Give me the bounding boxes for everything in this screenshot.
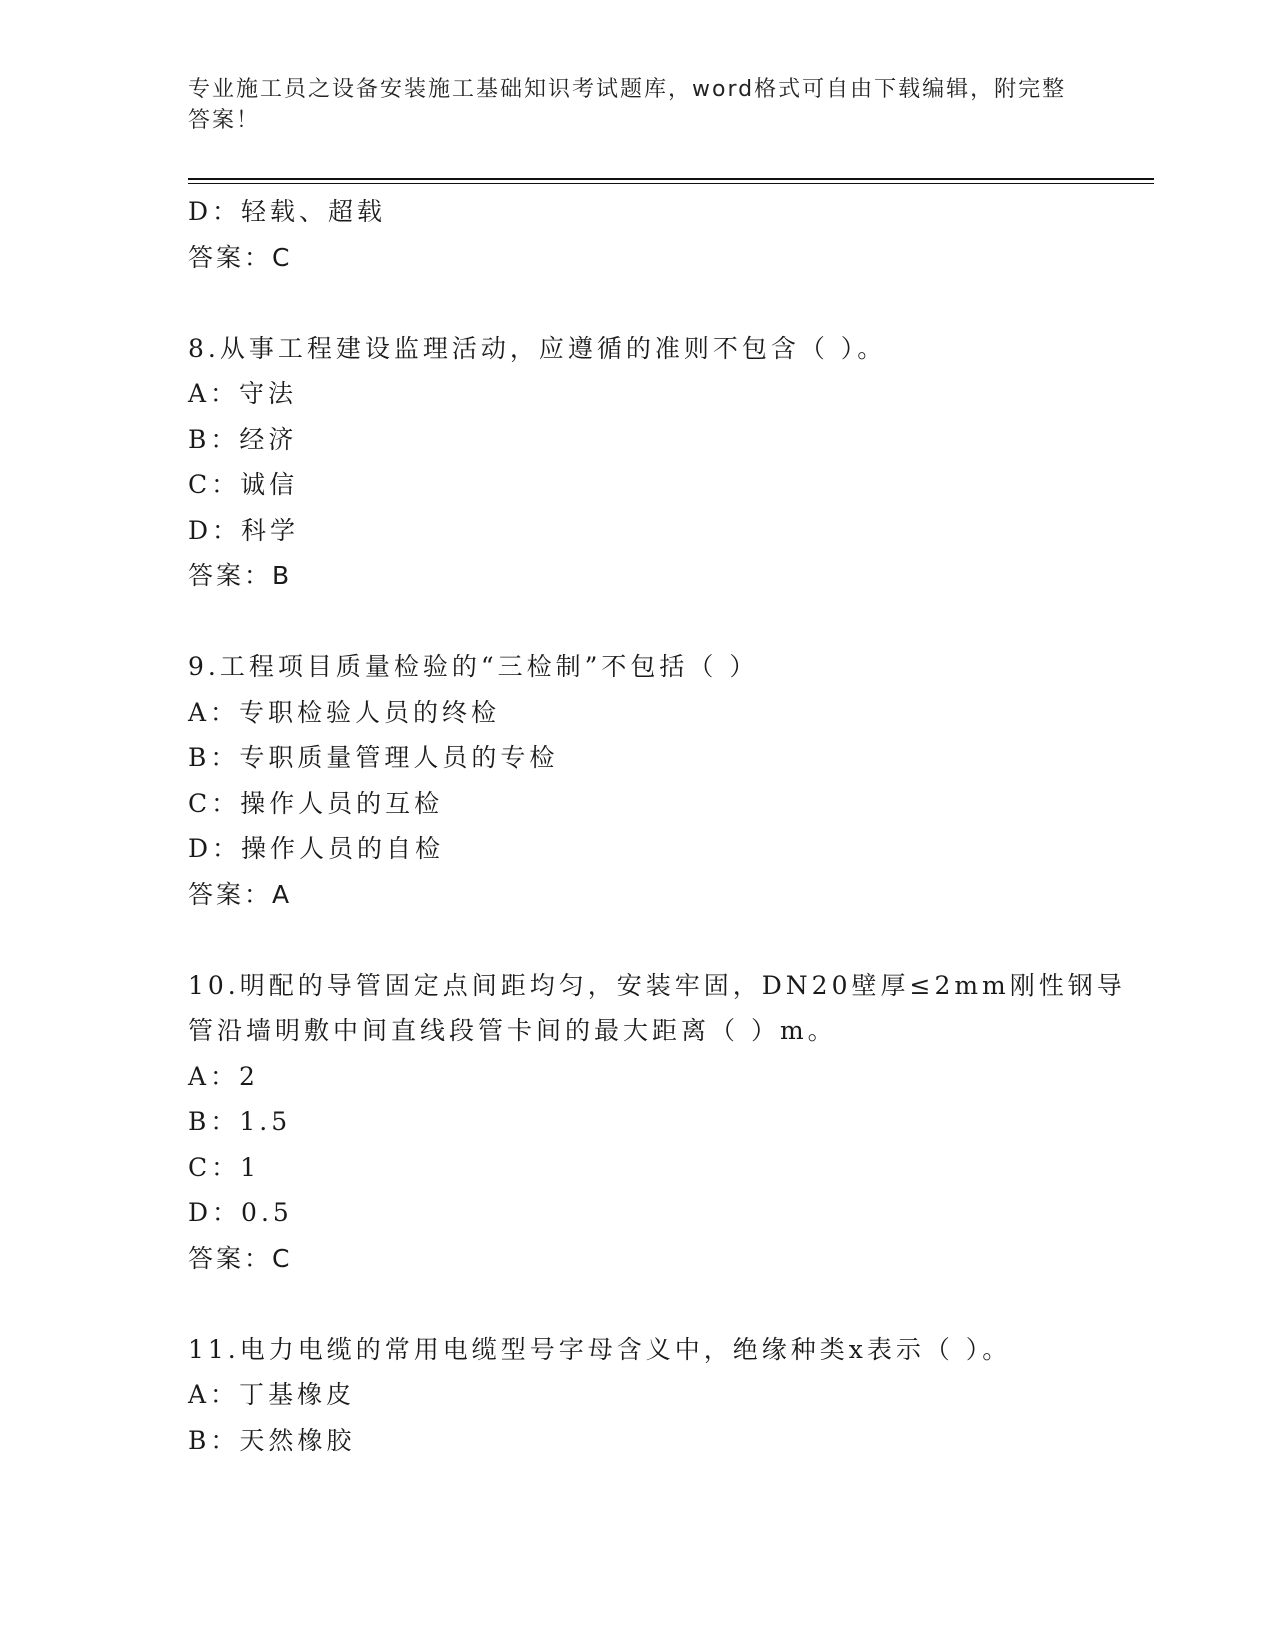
question-stem: 9.工程项目质量检验的“三检制”不包括（ ） (188, 652, 759, 681)
header-rule-thick (188, 178, 1154, 180)
answer-line: 答案：C (188, 242, 293, 272)
option-a: A：专职检验人员的终检 (188, 697, 501, 727)
question-stem-line-2: 管沿墙明敷中间直线段管卡间的最大距离（ ）m。 (188, 1016, 837, 1045)
option-b: B：天然橡胶 (188, 1425, 356, 1455)
option-a: A：2 (188, 1061, 259, 1091)
option-c: C：诚信 (188, 470, 299, 499)
header-rule-thin (188, 183, 1154, 184)
option-a: A：守法 (188, 379, 298, 408)
answer-line: 答案：B (188, 561, 293, 590)
option-d: D：轻载、超载 (188, 197, 387, 226)
spacer (188, 917, 1108, 963)
document-header: 专业施工员之设备安装施工基础知识考试题库，word格式可自由下载编辑，附完整答案！ (188, 77, 1067, 133)
option-b: B：专职质量管理人员的专检 (188, 743, 559, 772)
option-d: D：操作人员的自检 (188, 834, 445, 863)
answer-line: 答案：C (188, 1243, 293, 1273)
option-c: C：1 (188, 1152, 261, 1182)
spacer (188, 280, 1108, 326)
option-b: B：1.5 (188, 1107, 292, 1136)
spacer (188, 1281, 1108, 1327)
question-stem-line-1: 10.明配的导管固定点间距均匀，安装牢固，DN20壁厚≤2mm刚性钢导 (188, 970, 1126, 1000)
option-c: C：操作人员的互检 (188, 788, 444, 818)
question-stem: 8.从事工程建设监理活动，应遵循的准则不包含（ ）。 (188, 333, 887, 363)
option-a: A：丁基橡皮 (188, 1380, 356, 1409)
option-d: D：0.5 (188, 1198, 293, 1227)
option-d: D：科学 (188, 515, 300, 545)
question-list (188, 189, 1126, 1463)
question-stem: 11.电力电缆的常用电缆型号字母含义中，绝缘种类x表示（ ）。 (188, 1334, 1012, 1364)
spacer (188, 599, 1108, 645)
option-b: B：经济 (188, 424, 298, 454)
answer-line: 答案：A (188, 879, 293, 909)
